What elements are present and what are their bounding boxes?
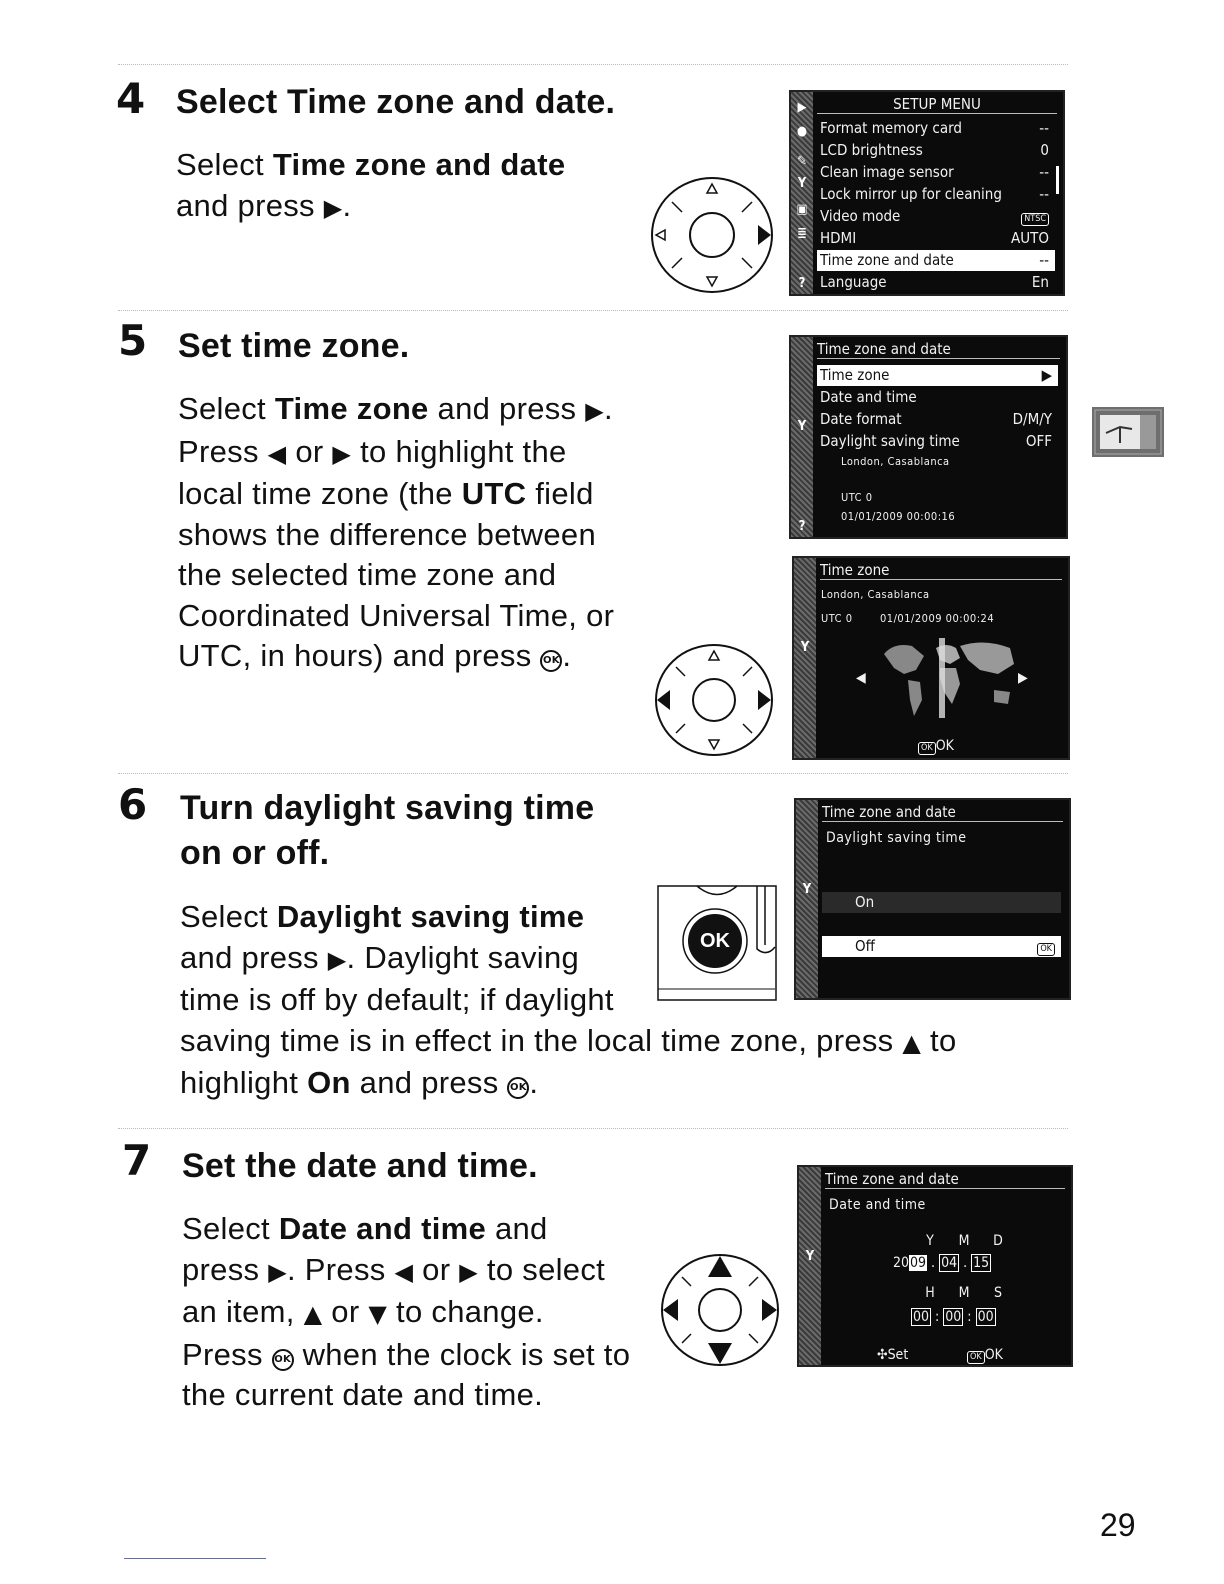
- body-text: shows the difference between: [178, 516, 596, 552]
- body-text: and press: [180, 939, 328, 975]
- body-text: press: [182, 1251, 269, 1287]
- menu-item-value: --: [1039, 119, 1049, 137]
- map-right-arrow-icon: ▶: [1018, 670, 1028, 686]
- bold-term: UTC: [461, 476, 527, 511]
- step-7-title: Set the date and time.: [182, 1147, 538, 1185]
- menu-item-label: Language: [820, 273, 887, 291]
- datetime-label: 01/01/2009 00:00:24: [880, 612, 995, 625]
- ok-button-glyph-icon: OK: [507, 1077, 529, 1099]
- step-4-title: Select Time zone and date.: [176, 83, 616, 121]
- time-zone-menu-item[interactable]: [817, 365, 1058, 386]
- body-text: or: [286, 433, 333, 469]
- setup-chapter-tab-icon: [1092, 407, 1164, 457]
- step-6-title: [180, 786, 594, 876]
- hour-value: 00: [913, 1309, 930, 1325]
- screen-subheader: Date and time: [829, 1197, 926, 1213]
- ok-button-label: OK: [700, 930, 730, 952]
- map-left-arrow-icon: ◀: [856, 670, 866, 686]
- body-text: saving time is in effect in the local time zone, press: [180, 1022, 903, 1058]
- screen-sidebar: [794, 558, 816, 758]
- body-text: .: [342, 187, 352, 223]
- ok-badge-icon: OK: [918, 742, 936, 755]
- screen-sidebar: [799, 1167, 821, 1365]
- separator: [118, 310, 1068, 311]
- setup-menu-item[interactable]: [817, 206, 1055, 227]
- menu-item-label: Date and time: [820, 388, 917, 406]
- setup-menu-item[interactable]: [817, 250, 1055, 271]
- mymenu-tab-icon: ≣: [797, 226, 807, 241]
- screen-header: Time zone and date: [817, 340, 1060, 359]
- body-text: the selected time zone and: [178, 557, 557, 592]
- page-number: 29: [1100, 1507, 1136, 1543]
- second-value: 00: [977, 1309, 994, 1325]
- arrow-glyph-icon: ▶: [332, 439, 352, 468]
- set-hint: [877, 1347, 908, 1363]
- menu-item-label: Daylight saving time: [820, 432, 960, 450]
- menu-item-value: D/M/Y: [1012, 410, 1052, 428]
- dst-off-label: Off: [855, 937, 875, 955]
- step-5-title: Set time zone.: [178, 327, 410, 365]
- body-text: the current date and time.: [182, 1377, 544, 1412]
- arrow-glyph-icon: ▶: [323, 193, 343, 222]
- body-text: when the clock is set to: [293, 1336, 631, 1372]
- setup-menu-item[interactable]: [817, 162, 1055, 183]
- menu-item-value: AUTO: [1011, 229, 1049, 247]
- step-6-title-line-1: Turn daylight saving time: [180, 789, 595, 827]
- menu-item-label: Video mode: [820, 207, 901, 225]
- menu-item-value: 0: [1040, 141, 1049, 159]
- bold-term: Daylight saving time: [276, 899, 585, 934]
- retouch-tab-icon: ▣: [796, 202, 808, 217]
- step-7-number: 7: [122, 1136, 152, 1185]
- body-text: or: [322, 1294, 369, 1329]
- body-text: .: [604, 391, 613, 426]
- screen-sidebar: [791, 337, 813, 537]
- datetime-label: 01/01/2009 00:00:16: [841, 510, 956, 523]
- date-time-screen: [797, 1165, 1073, 1367]
- menu-item-value: ▶: [1041, 366, 1052, 384]
- bold-term: Time zone and date: [272, 147, 566, 182]
- arrow-glyph-icon: ▶: [327, 945, 347, 974]
- time-zone-menu-item[interactable]: [817, 409, 1058, 430]
- menu-item-label: Date format: [820, 410, 902, 428]
- body-text: Select: [178, 391, 275, 426]
- minute-label: M: [958, 1285, 970, 1301]
- screen-header: SETUP MENU: [817, 95, 1057, 114]
- bold-term: On: [307, 1065, 351, 1100]
- arrow-glyph-icon: ▶: [268, 1257, 287, 1286]
- scrollbar: [1056, 166, 1059, 194]
- time-zone-date-screen: [789, 335, 1068, 539]
- daylight-saving-screen: [794, 798, 1071, 1000]
- setup-tab-icon: Y: [797, 176, 807, 191]
- menu-item-label: Time zone: [820, 366, 890, 384]
- bold-term: Time zone: [274, 391, 429, 426]
- screen-sidebar: [796, 800, 818, 998]
- camera-tab-icon: ●: [796, 124, 808, 139]
- play-tab-icon: ▶: [797, 100, 807, 115]
- menu-item-label: HDMI: [820, 229, 857, 247]
- step-4-body: [176, 145, 565, 228]
- menu-item-value: En: [1031, 273, 1049, 291]
- dst-option-off: [822, 936, 1061, 957]
- body-text: Select: [176, 147, 273, 182]
- arrow-glyph-icon: ◀: [267, 439, 287, 468]
- setup-tab-icon: Y: [800, 640, 810, 655]
- city-label: London, Casablanca: [821, 588, 930, 601]
- arrow-glyph-icon: ◀: [394, 1257, 414, 1286]
- ok-hint-label: OK: [984, 1347, 1003, 1363]
- time-zone-menu-item[interactable]: [817, 387, 1058, 408]
- step-5-body: [178, 389, 614, 677]
- menu-item-label: Clean image sensor: [820, 163, 954, 181]
- body-text: UTC, in hours) and press: [178, 638, 541, 673]
- body-text: highlight: [180, 1065, 308, 1100]
- dst-option-on: [822, 892, 1061, 913]
- utc-label: UTC 0: [841, 491, 873, 504]
- second-label: S: [994, 1285, 1002, 1301]
- screen-header: Time zone and date: [825, 1170, 1065, 1189]
- multi-selector-right-icon: [650, 176, 774, 294]
- ok-button-glyph-icon: OK: [272, 1349, 294, 1371]
- body-text: time is off by default; if daylight: [180, 982, 614, 1017]
- body-text: local time zone (the: [178, 476, 462, 511]
- city-label: London, Casablanca: [841, 455, 950, 468]
- multi-selector-all-icon: [660, 1253, 780, 1367]
- setup-tab-icon: Y: [802, 882, 812, 897]
- time-zone-map-screen: [792, 556, 1070, 760]
- ok-button-glyph-icon: OK: [540, 650, 562, 672]
- body-text: . Daylight saving: [346, 939, 580, 975]
- multi-selector-mini-icon: ✣: [877, 1347, 888, 1363]
- month-value: 04: [941, 1255, 958, 1271]
- ok-badge-icon: OK: [1037, 943, 1055, 956]
- screen-header: Time zone and date: [822, 803, 1063, 822]
- setup-menu-item[interactable]: [817, 184, 1055, 205]
- body-text: to change.: [387, 1294, 544, 1329]
- minute-value: 00: [945, 1309, 962, 1325]
- day-value: 15: [973, 1255, 990, 1271]
- world-map-icon: [864, 634, 1024, 722]
- body-text: field: [526, 476, 594, 511]
- year-prefix: 20: [893, 1255, 910, 1271]
- body-text: Press: [182, 1336, 272, 1372]
- body-text: and press: [350, 1065, 508, 1100]
- time-zone-menu-item[interactable]: [817, 431, 1058, 452]
- menu-item-label: Format memory card: [820, 119, 962, 137]
- menu-item-value: OFF: [1025, 432, 1052, 450]
- menu-item-value: --: [1039, 163, 1049, 181]
- year-label: Y: [926, 1233, 934, 1249]
- setup-menu-screen: [789, 90, 1065, 296]
- ymd-labels: [913, 1233, 1015, 1249]
- body-text: to: [921, 1022, 957, 1058]
- body-text: .: [529, 1065, 539, 1100]
- step-6-number: 6: [118, 780, 148, 829]
- body-text: Coordinated Universal Time, or: [178, 597, 615, 633]
- menu-item-label: Time zone and date: [820, 251, 954, 269]
- arrow-glyph-icon: ▼: [368, 1300, 388, 1328]
- body-text: . Press: [286, 1251, 395, 1287]
- body-text: and press: [428, 391, 586, 426]
- setup-menu-item[interactable]: [817, 272, 1055, 293]
- body-text: and press: [176, 187, 324, 223]
- set-hint-label: Set: [887, 1347, 909, 1363]
- setup-menu-item[interactable]: [817, 118, 1055, 139]
- separator: [118, 1128, 1068, 1129]
- setup-tab-icon: Y: [805, 1249, 815, 1264]
- ok-hint-label: OK: [935, 738, 954, 754]
- screen-sidebar: [791, 92, 813, 294]
- screen-subheader: Daylight saving time: [826, 830, 967, 846]
- arrow-glyph-icon: ▶: [459, 1257, 478, 1286]
- body-text: to select: [478, 1251, 606, 1287]
- setup-menu-item[interactable]: [817, 228, 1055, 249]
- month-label: M: [958, 1233, 970, 1249]
- arrow-glyph-icon: ▲: [902, 1028, 922, 1057]
- hour-label: H: [925, 1285, 935, 1301]
- body-text: Select: [182, 1211, 279, 1246]
- step-5-number: 5: [118, 316, 148, 365]
- body-text: an item,: [182, 1294, 304, 1329]
- footer-rule: [124, 1558, 266, 1559]
- arrow-glyph-icon: ▲: [303, 1300, 323, 1328]
- ok-badge-icon: OK: [967, 1351, 985, 1364]
- body-text: to highlight the: [351, 433, 567, 469]
- body-text: or: [413, 1251, 460, 1287]
- step-6-title-line-2: on or off.: [180, 833, 330, 872]
- bold-term: Date and time: [278, 1211, 487, 1246]
- hms-labels: [913, 1285, 1015, 1301]
- separator: [118, 64, 1068, 65]
- utc-label: UTC 0: [821, 612, 853, 625]
- setup-tab-icon: Y: [797, 419, 807, 434]
- step-7-body: [182, 1209, 630, 1416]
- menu-item-value: --: [1039, 185, 1049, 203]
- menu-item-value: --: [1039, 251, 1049, 269]
- body-text: and: [486, 1211, 548, 1246]
- help-icon: ?: [798, 276, 806, 291]
- body-text: Press: [178, 433, 268, 469]
- screen-header: Time zone: [820, 561, 1062, 580]
- body-text: Select: [180, 899, 277, 934]
- dst-on-label: On: [855, 893, 875, 911]
- multi-selector-left-right-icon: [654, 643, 774, 757]
- menu-item-label: LCD brightness: [820, 141, 923, 159]
- body-text: .: [562, 638, 572, 673]
- menu-item-value: NTSC: [1021, 206, 1049, 227]
- ok-hint: [918, 738, 954, 755]
- date-values: 2009 . 04 . 15: [893, 1255, 990, 1271]
- year-value: 09: [910, 1255, 927, 1271]
- ok-button-diagram: [657, 885, 777, 1001]
- day-label: D: [993, 1233, 1003, 1249]
- custom-tab-icon: ✎: [797, 154, 807, 169]
- separator: [118, 773, 1068, 774]
- help-icon: ?: [798, 519, 806, 534]
- menu-item-label: Lock mirror up for cleaning: [820, 185, 1002, 203]
- arrow-glyph-icon: ▶: [585, 397, 605, 425]
- step-4-number: 4: [116, 74, 146, 123]
- setup-menu-item[interactable]: [817, 140, 1055, 161]
- time-values: 00 : 00 : 00: [913, 1309, 994, 1325]
- ok-hint: [967, 1347, 1003, 1364]
